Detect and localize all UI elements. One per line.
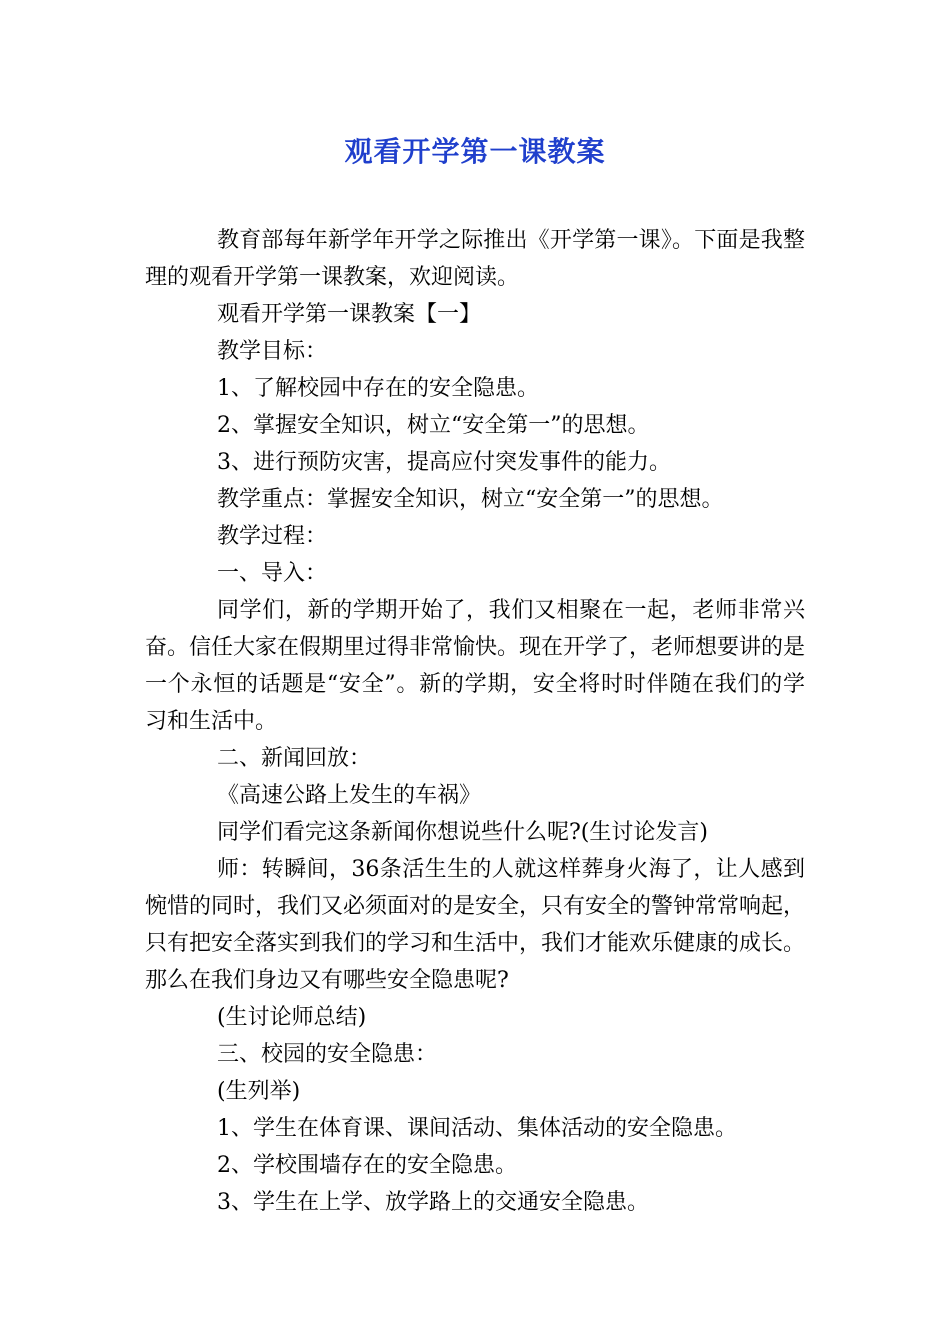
goal-item: 1、了解校园中存在的安全隐患。 xyxy=(217,376,539,401)
list-item: 1、学生在体育课、课间活动、集体活动的安全隐患。 xyxy=(217,1116,737,1141)
body-paragraph: (生列举) xyxy=(217,1079,301,1104)
step-heading: 三、校园的安全隐患： xyxy=(217,1042,438,1067)
goal-item: 3、进行预防灾害，提高应付突发事件的能力。 xyxy=(217,450,671,475)
body-paragraph: 同学们看完这条新闻你想说些什么呢?(生讨论发言) xyxy=(217,820,708,845)
body-paragraph: (生讨论师总结) xyxy=(217,1005,367,1030)
teaching-process-heading: 教学过程： xyxy=(217,524,328,549)
step-heading: 二、新闻回放： xyxy=(217,746,372,771)
body-paragraph: 同学们，新的学期开始了，我们又相聚在一起，老师非常兴奋。信任大家在假期里过得非常愉快。现在开学了，老师想要讲的是一个永恒的话题是“安全”。新的学期，安全将时时伴随在我们的学习和生活中。 xyxy=(145,598,806,734)
step-heading: 一、导入： xyxy=(217,561,328,586)
teaching-focus: 教学重点：掌握安全知识，树立“安全第一”的思想。 xyxy=(217,487,724,512)
list-item: 3、学生在上学、放学路上的交通安全隐患。 xyxy=(217,1190,649,1215)
intro-paragraph: 教育部每年新学年开学之际推出《开学第一课》。下面是我整理的观看开学第一课教案，欢迎阅读。 xyxy=(145,228,805,290)
teaching-goals-heading: 教学目标： xyxy=(217,339,328,364)
section-heading: 观看开学第一课教案【一】 xyxy=(217,302,482,327)
news-title: 《高速公路上发生的车祸》 xyxy=(217,783,482,808)
document-title: 观看开学第一课教案 xyxy=(344,135,606,168)
document-body xyxy=(145,222,805,1221)
body-paragraph: 师：转瞬间，36条活生生的人就这样葬身火海了，让人感到惋惜的同时，我们又必须面对的是安全，只有安全的警钟常常响起，只有把安全落实到我们的学习和生活中，我们才能欢乐健康的成长。那么在我们身边又有哪些安全隐患呢? xyxy=(145,857,806,993)
list-item: 2、学校围墙存在的安全隐患。 xyxy=(217,1153,517,1178)
goal-item: 2、掌握安全知识，树立“安全第一”的思想。 xyxy=(217,413,650,438)
